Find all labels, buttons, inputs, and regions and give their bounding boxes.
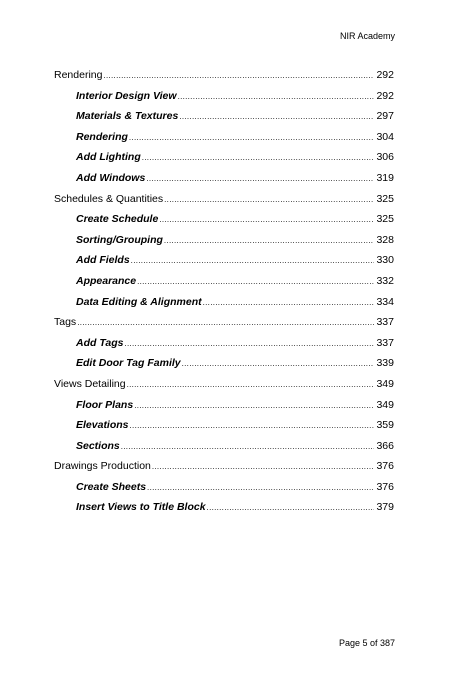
toc-entry-title: Appearance	[76, 274, 137, 287]
toc-entry-page-number: 330	[376, 254, 394, 267]
toc-entry-page-number: 304	[376, 130, 394, 143]
toc-entry-section[interactable]	[54, 171, 394, 192]
toc-entry-page-number: 325	[376, 213, 394, 226]
toc-dot-leader	[146, 172, 374, 186]
toc-entry-page-number: 376	[376, 480, 394, 493]
toc-dot-leader	[124, 337, 374, 351]
toc-entry-section[interactable]	[54, 274, 394, 295]
toc-entry-title: Rendering	[54, 69, 103, 81]
toc-entry-section[interactable]	[54, 130, 394, 151]
toc-entry-title: Schedules & Quantities	[54, 192, 164, 205]
toc-entry-page-number: 349	[376, 377, 394, 390]
toc-entry-chapter[interactable]	[54, 377, 394, 398]
toc-entry-section[interactable]	[54, 418, 394, 439]
toc-entry-section[interactable]	[54, 253, 394, 274]
toc-entry-section[interactable]	[54, 500, 394, 521]
toc-entry-title: Add Windows	[76, 171, 146, 184]
toc-dot-leader	[164, 234, 374, 248]
toc-dot-leader	[134, 399, 374, 413]
toc-dot-leader	[121, 440, 374, 454]
toc-entry-page-number: 297	[376, 110, 394, 123]
toc-dot-leader	[178, 90, 374, 104]
toc-entry-title: Add Tags	[76, 336, 124, 349]
toc-entry-page-number: 332	[376, 274, 394, 287]
toc-entry-section[interactable]	[54, 336, 394, 357]
toc-entry-title: Views Detailing	[54, 377, 126, 390]
toc-entry-title: Edit Door Tag Family	[76, 357, 181, 370]
toc-entry-title: Materials & Textures	[76, 110, 179, 123]
toc-entry-chapter[interactable]	[54, 459, 394, 480]
toc-dot-leader	[137, 275, 374, 289]
toc-entry-page-number: 334	[376, 295, 394, 308]
toc-entry-page-number: 376	[376, 460, 394, 473]
toc-entry-section[interactable]	[54, 150, 394, 171]
toc-dot-leader	[159, 213, 374, 227]
toc-entry-title: Drawings Production	[54, 460, 151, 473]
toc-entry-title: Elevations	[76, 419, 129, 432]
toc-dot-leader	[127, 378, 374, 392]
toc-entry-title: Sections	[76, 439, 120, 452]
toc-entry-chapter[interactable]	[54, 315, 394, 336]
toc-entry-section[interactable]	[54, 109, 394, 130]
toc-entry-page-number: 337	[376, 316, 394, 329]
toc-dot-leader	[207, 501, 374, 515]
toc-entry-title: Sorting/Grouping	[76, 233, 163, 246]
toc-entry-page-number: 349	[376, 398, 394, 411]
toc-dot-leader	[203, 296, 374, 310]
toc-entry-title: Rendering	[76, 130, 128, 143]
toc-dot-leader	[179, 110, 374, 124]
toc-entry-page-number: 292	[376, 69, 394, 81]
toc-entry-title: Create Schedule	[76, 213, 159, 226]
toc-entry-page-number: 366	[376, 439, 394, 452]
toc-entry-page-number: 359	[376, 419, 394, 432]
toc-dot-leader	[164, 193, 374, 207]
page-header: NIR Academy	[339, 31, 395, 41]
toc-entry-section[interactable]	[54, 356, 394, 377]
toc-entry-section[interactable]	[54, 480, 394, 501]
toc-entry-title: Add Fields	[76, 254, 130, 267]
toc-entry-section[interactable]	[54, 233, 394, 254]
toc-entry-page-number: 328	[376, 233, 394, 246]
toc-entry-title: Data Editing & Alignment	[76, 295, 202, 308]
toc-dot-leader	[103, 69, 374, 83]
toc-entry-chapter[interactable]	[54, 68, 394, 89]
toc-entry-title: Create Sheets	[76, 480, 147, 493]
toc-entry-title: Interior Design View	[76, 89, 177, 102]
toc-entry-page-number: 379	[376, 501, 394, 514]
toc-entry-title: Insert Views to Title Block	[76, 501, 206, 514]
toc-dot-leader	[130, 419, 374, 433]
toc-entry-page-number: 325	[376, 192, 394, 205]
toc-dot-leader	[147, 481, 374, 495]
toc-entry-page-number: 337	[376, 336, 394, 349]
table-of-contents	[54, 68, 394, 521]
toc-entry-page-number: 339	[376, 357, 394, 370]
toc-dot-leader	[131, 254, 374, 268]
page-footer: Page 5 of 387	[338, 638, 395, 648]
toc-entry-page-number: 306	[376, 151, 394, 164]
toc-entry-title: Floor Plans	[76, 398, 134, 411]
toc-dot-leader	[77, 316, 374, 330]
toc-entry-chapter[interactable]	[54, 192, 394, 213]
toc-dot-leader	[129, 131, 374, 145]
toc-entry-section[interactable]	[54, 212, 394, 233]
toc-entry-title: Add Lighting	[76, 151, 141, 164]
toc-dot-leader	[182, 357, 374, 371]
toc-entry-title: Tags	[54, 316, 77, 329]
toc-dot-leader	[152, 460, 374, 474]
toc-entry-section[interactable]	[54, 398, 394, 419]
toc-entry-section[interactable]	[54, 439, 394, 460]
toc-dot-leader	[142, 151, 374, 165]
toc-entry-section[interactable]	[54, 89, 394, 110]
toc-entry-page-number: 292	[376, 89, 394, 102]
toc-entry-page-number: 319	[376, 171, 394, 184]
toc-entry-section[interactable]	[54, 295, 394, 316]
